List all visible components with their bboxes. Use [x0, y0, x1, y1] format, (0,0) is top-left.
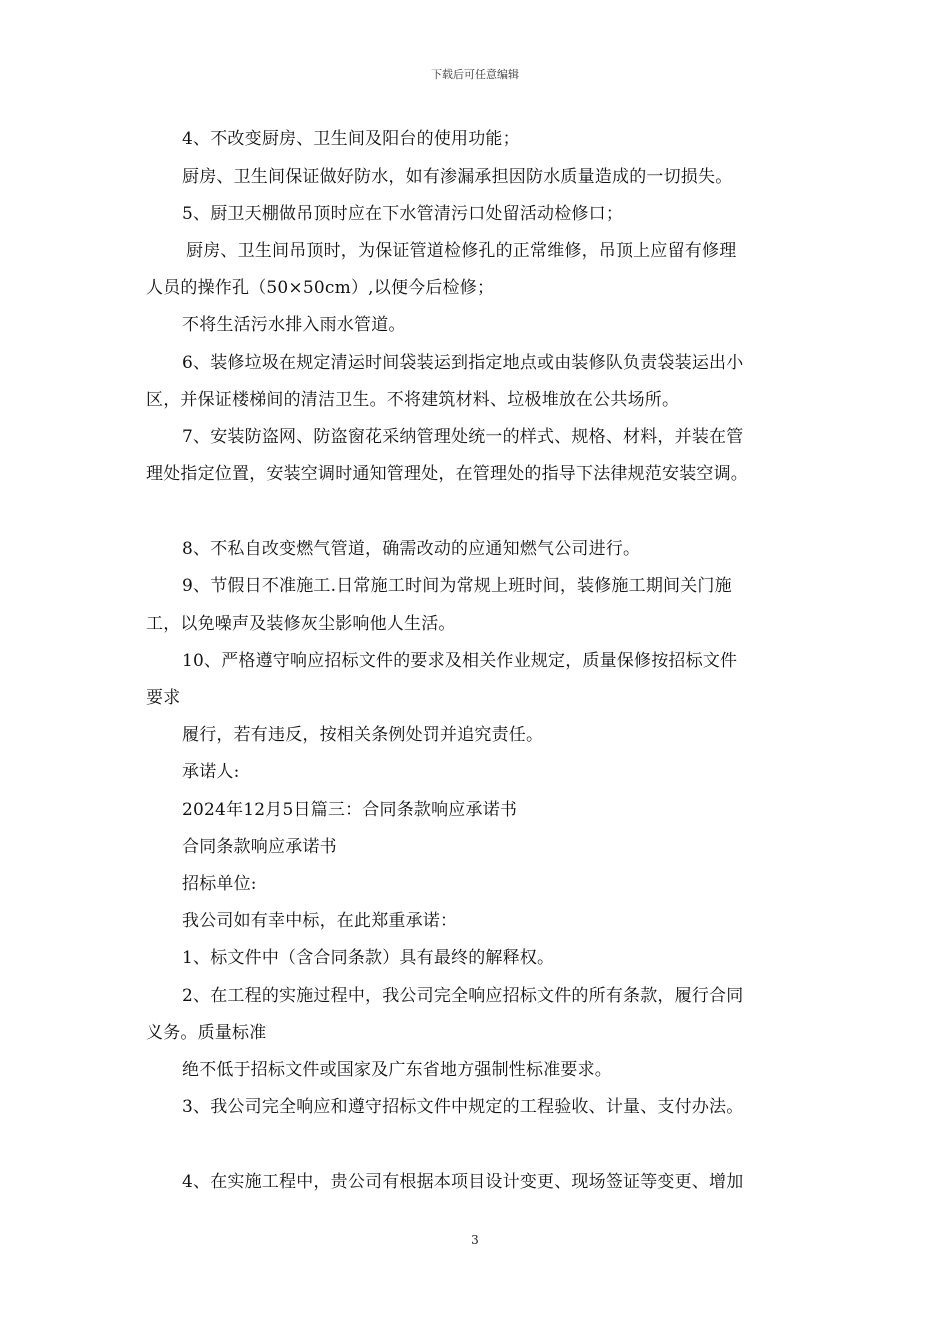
page-header: 下载后可任意编辑 — [431, 68, 519, 81]
body-line: 10、严格遵守响应招标文件的要求及相关作业规定，质量保修按招标文件 — [182, 651, 738, 671]
body-line: 我公司如有幸中标，在此郑重承诺： — [182, 911, 458, 931]
body-line: 4、在实施工程中，贵公司有根据本项目设计变更、现场签证等变更、增加 — [182, 1172, 744, 1192]
body-line: 工，以免噪声及装修灰尘影响他人生活。 — [146, 614, 456, 634]
body-line: 2、在工程的实施过程中，我公司完全响应招标文件的所有条款，履行合同 — [182, 986, 744, 1006]
body-line: 8、不私自改变燃气管道，确需改动的应通知燃气公司进行。 — [182, 539, 641, 559]
body-line: 招标单位: — [182, 874, 257, 894]
body-line: 合同条款响应承诺书 — [182, 837, 337, 857]
body-line: 2024年12月5日篇三：合同条款响应承诺书 — [182, 800, 518, 820]
body-line: 5、厨卫天棚做吊顶时应在下水管清污口处留活动检修口； — [182, 204, 624, 224]
body-line: 义务。质量标准 — [146, 1023, 267, 1043]
body-line: 厨房、卫生间吊顶时，为保证管道检修孔的正常维修，吊顶上应留有修理 — [186, 241, 737, 261]
body-line: 6、装修垃圾在规定清运时间袋装运到指定地点或由装修队负责袋装运出小 — [182, 353, 744, 373]
body-line: 厨房、卫生间保证做好防水，如有渗漏承担因防水质量造成的一切损失。 — [182, 167, 733, 187]
body-line: 承诺人: — [182, 762, 240, 782]
body-line: 区，并保证楼梯间的清洁卫生。不将建筑材料、垃极堆放在公共场所。 — [146, 390, 680, 410]
body-line: 9、节假日不准施工.日常施工时间为常规上班时间，装修施工期间关门施 — [182, 576, 732, 596]
page-number: 3 — [471, 1233, 479, 1247]
body-line: 7、安装防盗网、防盗窗花采纳管理处统一的样式、规格、材料，并装在管 — [182, 427, 744, 447]
body-line: 要求 — [146, 688, 181, 708]
body-line: 履行，若有违反，按相关条例处罚并追究责任。 — [182, 725, 544, 745]
body-line: 3、我公司完全响应和遵守招标文件中规定的工程验收、计量、支付办法。 — [182, 1097, 744, 1117]
body-line: 4、不改变厨房、卫生间及阳台的使用功能； — [182, 129, 520, 149]
body-line: 1、标文件中（含合同条款）具有最终的解释权。 — [182, 948, 555, 968]
body-line: 人员的操作孔（50×50cm）,以便今后检修； — [146, 278, 495, 298]
body-line: 理处指定位置，安装空调时通知管理处，在管理处的指导下法律规范安装空调。 — [146, 464, 748, 484]
body-line: 绝不低于招标文件或国家及广东省地方强制性标准要求。 — [182, 1060, 612, 1080]
body-line: 不将生活污水排入雨水管道。 — [182, 315, 406, 335]
